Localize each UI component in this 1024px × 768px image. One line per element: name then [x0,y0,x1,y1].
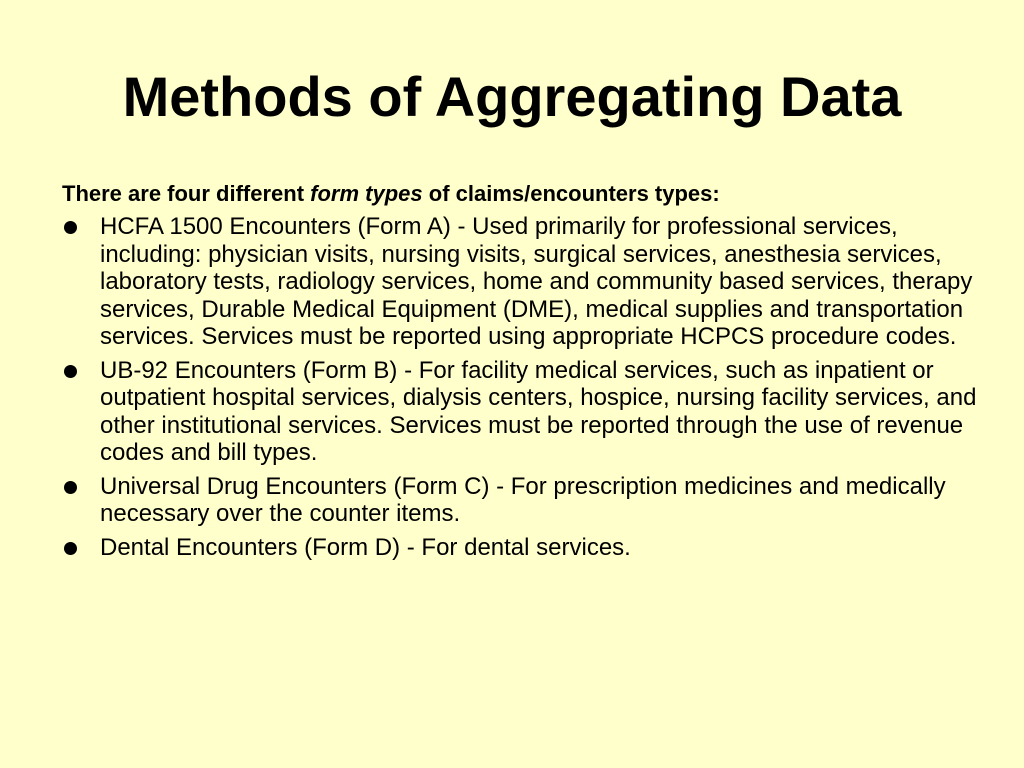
bullet-item-form-d [62,534,982,562]
bullet-icon [64,221,77,234]
bullet-icon [64,481,77,494]
bullet-text: Dental Encounters (Form D) - For dental services. [100,533,631,561]
intro-text [62,180,982,208]
bullet-list [62,213,982,561]
bullet-text: UB-92 Encounters (Form B) - For facility medical services, such as inpatient or outpatient hospital services, dialysis centers, hospice, nursing facility services, and other institutional services. Services must be reported through the use of revenue codes and bill types. [100,356,977,466]
bullet-icon [64,365,77,378]
bullet-text: HCFA 1500 Encounters (Form A) - Used primarily for professional services, including: physician visits, nursing visits, surgical services, anesthesia services, laboratory tests, radiology services, home and community based services, therapy services, Durable Medical Equipment (DME), medical supplies and transportation services. Services must be reported using appropriate HCPCS procedure codes. [100,213,973,350]
bullet-icon [64,542,77,555]
intro-text-after: of claims/encounters types: [422,181,720,206]
bullet-item-form-a [62,213,982,351]
bullet-item-form-b [62,357,982,467]
intro-text-emphasis: form types [310,181,423,206]
bullet-item-form-c [62,473,982,528]
intro-text-before: There are four different [62,181,311,206]
bullet-text: Universal Drug Encounters (Form C) - For prescription medicines and medically necessary over the counter items. [100,472,946,527]
slide-title: Methods of Aggregating Data [122,65,902,128]
slide-content [62,180,982,567]
